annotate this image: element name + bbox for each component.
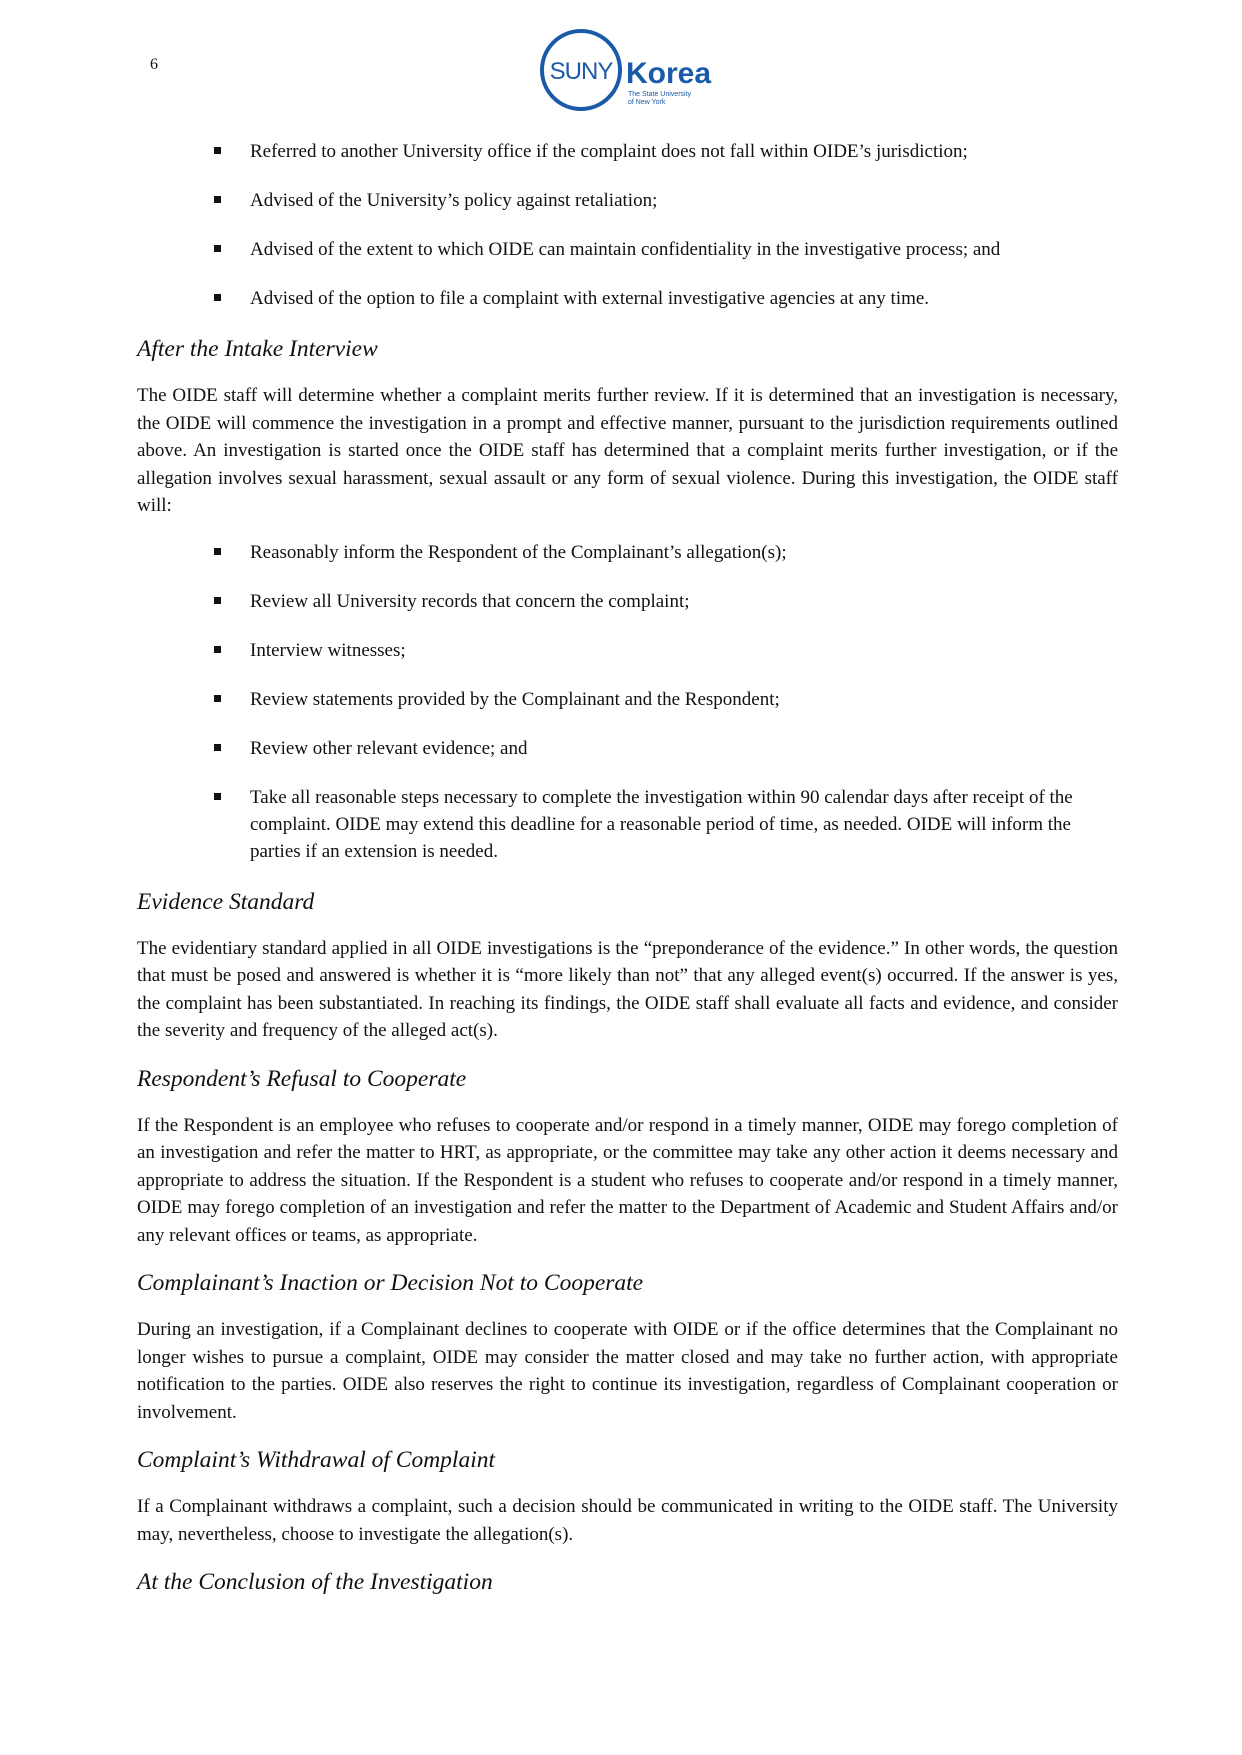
section-heading: Complaint’s Withdrawal of Complaint bbox=[137, 1447, 495, 1473]
section-heading: After the Intake Interview bbox=[137, 336, 378, 362]
section-paragraph: If the Respondent is an employee who refuses to cooperate and/or respond in a timely manner, OIDE may forego completion of an investigation and refer the matter to HRT, as appropriate, or the committee may take any other action it deems necessary and appropriate to address the situation. If the Respondent is a student who refuses to cooperate and/or respond in a timely manner, OIDE may forego completion of an investigation and refer the matter to the Department of Academic and Student Affairs and/or any relevant offices or teams, as appropriate. bbox=[137, 1114, 1118, 1246]
section-paragraph: During an investigation, if a Complainant declines to cooperate with OIDE or if the office determines that the Complainant no longer wishes to pursue a complaint, OIDE may consider the matter closed and may take no further action, with appropriate notification to the parties. OIDE also reserves the right to continue its investigation, regardless of Complainant cooperation or involvement. bbox=[137, 1319, 1118, 1423]
section-paragraph: The evidentiary standard applied in all OIDE investigations is the “preponderance of the evidence.” In other words, the question that must be posed and answered is whether it is “more likely than not” that any alleged event(s) occurred. If the answer is yes, the complaint has been substantiated. In reaching its findings, the OIDE staff shall evaluate all facts and evidence, and consider the severity and frequency of the alleged act(s). bbox=[137, 937, 1118, 1041]
svg-text:The State University: The State University bbox=[628, 91, 692, 98]
list-item: Review all University records that concern the complaint; bbox=[137, 588, 1118, 615]
section-heading: Respondent’s Refusal to Cooperate bbox=[137, 1065, 467, 1092]
svg-text:SUNY: SUNY bbox=[549, 58, 613, 85]
list-item: Advised of the option to file a complaint with external investigative agencies at any time. bbox=[137, 285, 1118, 312]
list-item: Advised of the extent to which OIDE can maintain confidentiality in the investigative process; and bbox=[137, 236, 1118, 263]
section-heading: Complainant’s Inaction or Decision Not to Cooperate bbox=[137, 1270, 644, 1296]
section-heading: At the Conclusion of the Investigation bbox=[137, 1569, 493, 1595]
investigation-bullet-list bbox=[137, 539, 1118, 865]
document-body bbox=[137, 138, 1118, 1615]
section-paragraph: If a Complainant withdraws a complaint, such a decision should be communicated in writing to the OIDE staff. The University may, nevertheless, choose to investigate the allegation(s). bbox=[137, 1496, 1118, 1545]
list-item: Review other relevant evidence; and bbox=[137, 735, 1118, 762]
section-paragraph: The OIDE staff will determine whether a complaint merits further review. If it is determined that an investigation is necessary, the OIDE will commence the investigation in a prompt and effective manner, pursuant to the jurisdiction requirements outlined above. An investigation is started once the OIDE staff has determined that a complaint merits further investigation, or if the allegation involves sexual harassment, sexual assault or any form of sexual violence. During this investigation, the OIDE staff will: bbox=[137, 385, 1118, 516]
svg-text:of New York: of New York bbox=[628, 99, 666, 106]
list-item: Reasonably inform the Respondent of the Complainant’s allegation(s); bbox=[137, 539, 1118, 566]
list-item: Referred to another University office if the complaint does not fall within OIDE’s jurisdiction; bbox=[137, 138, 1118, 165]
svg-text:Korea: Korea bbox=[626, 57, 712, 90]
list-item: Take all reasonable steps necessary to complete the investigation within 90 calendar days after receipt of the complaint. OIDE may extend this deadline for a reasonable period of time, as needed. OIDE will inform the parties if an extension is needed. bbox=[137, 784, 1118, 865]
intake-bullet-list bbox=[137, 138, 1118, 312]
page-number: 6 bbox=[150, 56, 158, 73]
list-item: Interview witnesses; bbox=[137, 637, 1118, 664]
list-item: Advised of the University’s policy against retaliation; bbox=[137, 187, 1118, 214]
suny-korea-logo bbox=[538, 26, 718, 114]
section-heading: Evidence Standard bbox=[137, 888, 315, 915]
list-item: Review statements provided by the Complainant and the Respondent; bbox=[137, 686, 1118, 713]
